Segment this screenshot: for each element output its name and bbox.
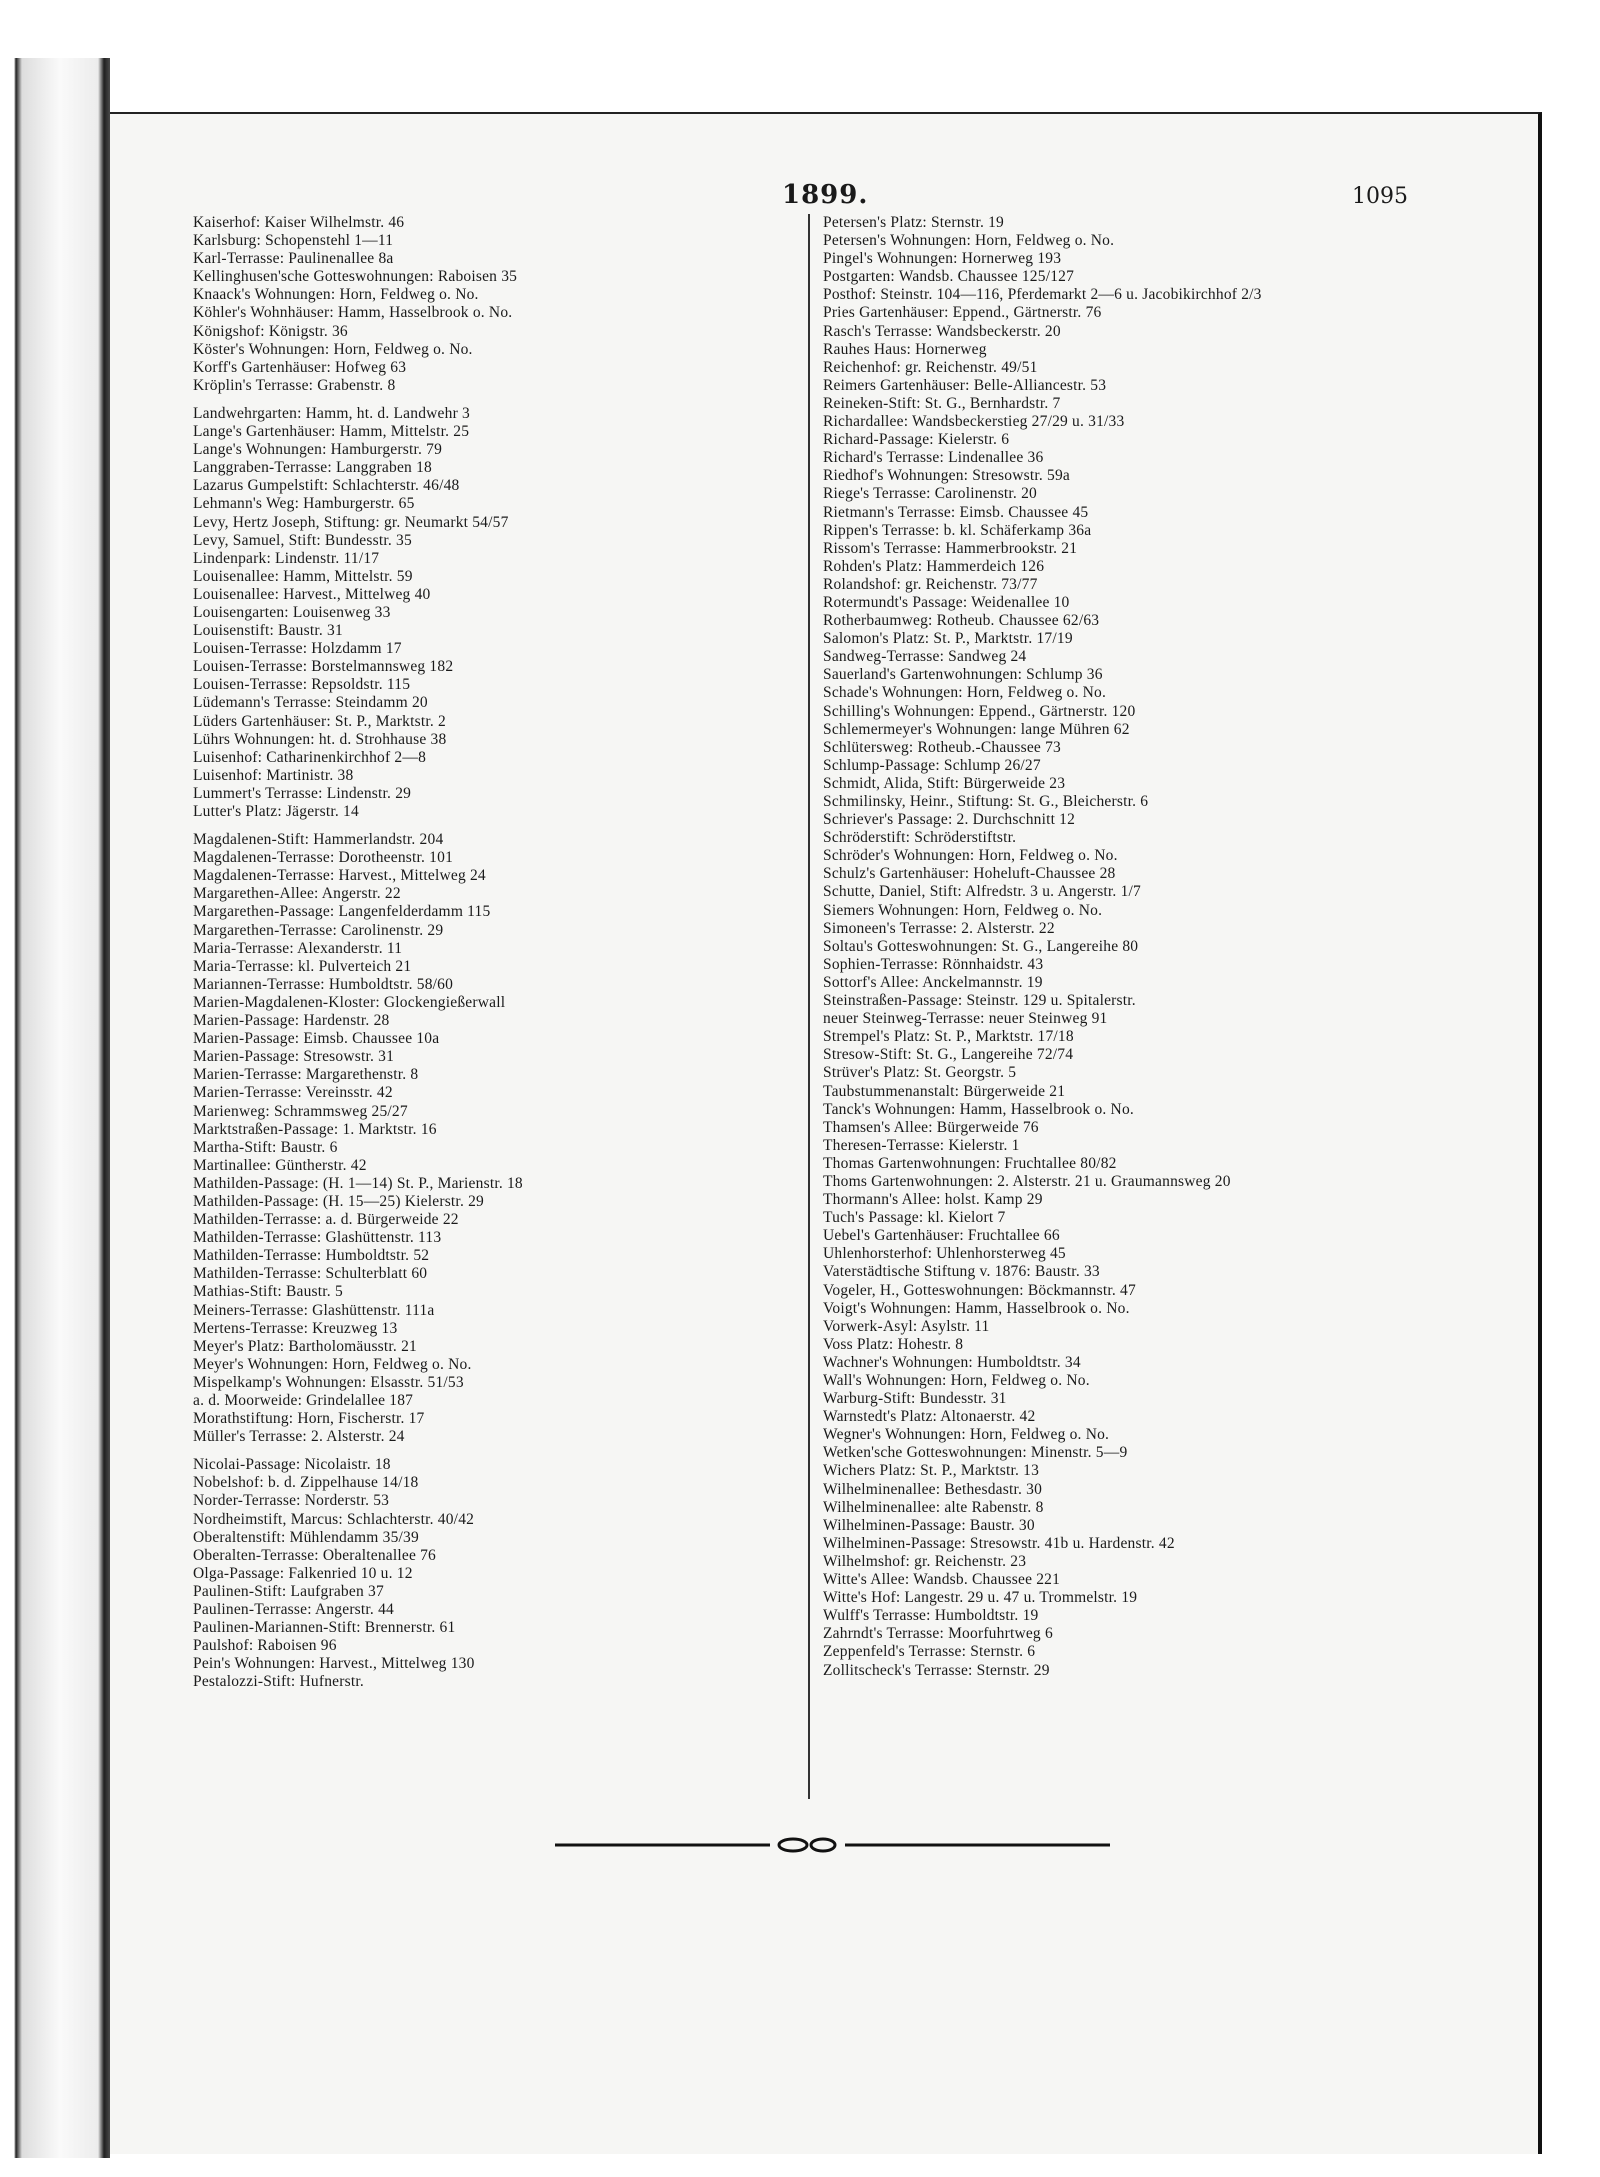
directory-entry: Louisenallee: Harvest., Mittelweg 40 bbox=[193, 585, 431, 603]
directory-entry: Marien-Passage: Eimsb. Chaussee 10a bbox=[193, 1030, 440, 1048]
directory-entry: Schlump-Passage: Schlump 26/27 bbox=[823, 756, 1041, 774]
directory-entry: Luisenhof: Martinistr. 38 bbox=[193, 766, 354, 784]
directory-entry: Margarethen-Passage: Langenfelderdamm 115 bbox=[193, 903, 491, 921]
directory-entry: Schröder's Wohnungen: Horn, Feldweg o. No. bbox=[823, 847, 1118, 865]
directory-entry: Strüver's Platz: St. Georgstr. 5 bbox=[823, 1064, 1017, 1082]
directory-entry: Marien-Passage: Hardenstr. 28 bbox=[193, 1012, 390, 1030]
page-year: 1899. bbox=[782, 180, 869, 210]
directory-entry: Thoms Gartenwohnungen: 2. Alsterstr. 21 u. Graumannsweg 20 bbox=[823, 1172, 1231, 1190]
directory-entry: Magdalenen-Terrasse: Dorotheenstr. 101 bbox=[193, 849, 454, 867]
directory-entry: Pein's Wohnungen: Harvest., Mittelweg 130 bbox=[193, 1655, 475, 1673]
directory-entry: Korff's Gartenhäuser: Hofweg 63 bbox=[193, 358, 407, 376]
directory-entry: Maria-Terrasse: Alexanderstr. 11 bbox=[193, 939, 403, 957]
directory-entry: Tanck's Wohnungen: Hamm, Hasselbrook o. No. bbox=[823, 1100, 1134, 1118]
directory-entry: Pestalozzi-Stift: Hufnerstr. bbox=[193, 1673, 364, 1691]
directory-entry: Magdalenen-Stift: Hammerlandstr. 204 bbox=[193, 831, 444, 849]
directory-entry: Paulinen-Terrasse: Angerstr. 44 bbox=[193, 1601, 394, 1619]
directory-entry: Paulinen-Stift: Laufgraben 37 bbox=[193, 1582, 384, 1600]
directory-entry: Müller's Terrasse: 2. Alsterstr. 24 bbox=[193, 1428, 405, 1446]
directory-entry: Vogeler, H., Gotteswohnungen: Böckmannstr. 47 bbox=[823, 1281, 1136, 1299]
directory-entry: Lindenpark: Lindenstr. 11/17 bbox=[193, 549, 380, 567]
directory-entry: Schmidt, Alida, Stift: Bürgerweide 23 bbox=[823, 774, 1066, 792]
directory-entry: Nobelshof: b. d. Zippelhause 14/18 bbox=[193, 1474, 419, 1492]
directory-entry: Petersen's Wohnungen: Horn, Feldweg o. No. bbox=[823, 232, 1115, 250]
directory-entry: Mariannen-Terrasse: Humboldtstr. 58/60 bbox=[193, 975, 454, 993]
directory-entry: Louisenallee: Hamm, Mittelstr. 59 bbox=[193, 567, 413, 585]
directory-entry: Morathstiftung: Horn, Fischerstr. 17 bbox=[193, 1410, 425, 1428]
directory-entry: Schulz's Gartenhäuser: Hoheluft-Chaussee 28 bbox=[823, 865, 1116, 883]
directory-entry: Meyer's Platz: Bartholomäusstr. 21 bbox=[193, 1337, 417, 1355]
directory-entry: Uebel's Gartenhäuser: Fruchtallee 66 bbox=[823, 1227, 1060, 1245]
directory-entry: Wilhelminen-Passage: Stresowstr. 41b u. Hardenstr. 42 bbox=[823, 1534, 1175, 1552]
directory-entry: Königshof: Königstr. 36 bbox=[193, 322, 348, 340]
directory-entry: Taubstummenanstalt: Bürgerweide 21 bbox=[823, 1082, 1066, 1100]
directory-entry: Margarethen-Terrasse: Carolinenstr. 29 bbox=[193, 921, 444, 939]
directory-entry: Margarethen-Allee: Angerstr. 22 bbox=[193, 885, 401, 903]
directory-entry: Pingel's Wohnungen: Hornerweg 193 bbox=[823, 250, 1062, 268]
directory-entry: Marienweg: Schrammsweg 25/27 bbox=[193, 1102, 408, 1120]
directory-entry: Rolandshof: gr. Reichenstr. 73/77 bbox=[823, 575, 1038, 593]
directory-entry: Vaterstädtische Stiftung v. 1876: Baustr. 33 bbox=[823, 1263, 1100, 1281]
directory-entry: Mathilden-Passage: (H. 15—25) Kielerstr. 29 bbox=[193, 1192, 484, 1210]
directory-entry: Richard's Terrasse: Lindenallee 36 bbox=[823, 449, 1044, 467]
directory-entry: Lüders Gartenhäuser: St. P., Marktstr. 2 bbox=[193, 712, 446, 730]
directory-entry: Lange's Wohnungen: Hamburgerstr. 79 bbox=[193, 441, 443, 459]
directory-entry: Postgarten: Wandsb. Chaussee 125/127 bbox=[823, 268, 1075, 286]
directory-entry: Uhlenhorsterhof: Uhlenhorsterweg 45 bbox=[823, 1245, 1066, 1263]
directory-entry: Reimers Gartenhäuser: Belle-Alliancestr. 53 bbox=[823, 376, 1107, 394]
directory-entry: Kellinghusen'sche Gotteswohnungen: Raboisen 35 bbox=[193, 268, 518, 286]
directory-entry: Paulshof: Raboisen 96 bbox=[193, 1637, 337, 1655]
directory-entry: Schade's Wohnungen: Horn, Feldweg o. No. bbox=[823, 684, 1107, 702]
left-column bbox=[193, 214, 813, 1692]
directory-entry: Schröderstift: Schröderstiftstr. bbox=[823, 829, 1017, 847]
directory-entry: Karl-Terrasse: Paulinenallee 8a bbox=[193, 250, 394, 268]
directory-entry: Landwehrgarten: Hamm, ht. d. Landwehr 3 bbox=[193, 404, 470, 422]
directory-entry: Lummert's Terrasse: Lindenstr. 29 bbox=[193, 784, 412, 802]
directory-entry: Rotherbaumweg: Rotheub. Chaussee 62/63 bbox=[823, 612, 1100, 630]
directory-entry: Steinstraßen-Passage: Steinstr. 129 u. Spitalerstr. bbox=[823, 992, 1136, 1010]
directory-entry: Salomon's Platz: St. P., Marktstr. 17/19 bbox=[823, 630, 1073, 648]
directory-entry: Witte's Allee: Wandsb. Chaussee 221 bbox=[823, 1571, 1061, 1589]
directory-entry: Nicolai-Passage: Nicolaistr. 18 bbox=[193, 1456, 391, 1474]
directory-entry: Knaack's Wohnungen: Horn, Feldweg o. No. bbox=[193, 286, 479, 304]
directory-entry: Rasch's Terrasse: Wandsbeckerstr. 20 bbox=[823, 322, 1061, 340]
directory-entry: Soltau's Gotteswohnungen: St. G., Langereihe 80 bbox=[823, 937, 1139, 955]
directory-entry: Lutter's Platz: Jägerstr. 14 bbox=[193, 803, 359, 820]
directory-entry: Lührs Wohnungen: ht. d. Strohhause 38 bbox=[193, 730, 447, 748]
directory-entry: Wilhelminenallee: Bethesdastr. 30 bbox=[823, 1480, 1043, 1498]
directory-entry: Kröplin's Terrasse: Grabenstr. 8 bbox=[193, 376, 396, 394]
directory-entry: Vorwerk-Asyl: Asylstr. 11 bbox=[823, 1317, 990, 1335]
directory-entry: Köhler's Wohnhäuser: Hamm, Hasselbrook o. No. bbox=[193, 304, 513, 322]
directory-entry: Thomas Gartenwohnungen: Fruchtallee 80/82 bbox=[823, 1154, 1117, 1172]
directory-entry: Schmilinsky, Heinr., Stiftung: St. G., Bleicherstr. 6 bbox=[823, 793, 1149, 810]
directory-entry: Reineken-Stift: St. G., Bernhardstr. 7 bbox=[823, 394, 1061, 412]
directory-entry: Wichers Platz: St. P., Marktstr. 13 bbox=[823, 1462, 1040, 1480]
directory-entry: Voigt's Wohnungen: Hamm, Hasselbrook o. No. bbox=[823, 1299, 1130, 1317]
directory-entry: Mertens-Terrasse: Kreuzweg 13 bbox=[193, 1319, 398, 1337]
directory-entry: Marien-Terrasse: Margarethenstr. 8 bbox=[193, 1066, 419, 1084]
section-gap bbox=[193, 395, 813, 405]
directory-entry: Rohden's Platz: Hammerdeich 126 bbox=[823, 557, 1045, 575]
directory-entry: Wilhelminenallee: alte Rabenstr. 8 bbox=[823, 1498, 1044, 1516]
directory-entry: Strempel's Platz: St. P., Marktstr. 17/18 bbox=[823, 1028, 1074, 1046]
directory-entry: Riege's Terrasse: Carolinenstr. 20 bbox=[823, 485, 1037, 503]
directory-entry: Posthof: Steinstr. 104—116, Pferdemarkt 2—6 u. Jacobikirchhof 2/3 bbox=[823, 286, 1262, 304]
directory-entry: Mathilden-Terrasse: Humboldtstr. 52 bbox=[193, 1247, 430, 1265]
directory-entry: Rippen's Terrasse: b. kl. Schäferkamp 36a bbox=[823, 521, 1092, 539]
directory-entry: Martha-Stift: Baustr. 6 bbox=[193, 1138, 338, 1156]
directory-entry: Theresen-Terrasse: Kielerstr. 1 bbox=[823, 1136, 1020, 1154]
section-gap bbox=[193, 1446, 813, 1456]
directory-entry: Wachner's Wohnungen: Humboldtstr. 34 bbox=[823, 1353, 1081, 1371]
directory-entry: Sottorf's Allee: Anckelmannstr. 19 bbox=[823, 973, 1043, 991]
directory-entry: Olga-Passage: Falkenried 10 u. 12 bbox=[193, 1564, 413, 1582]
directory-entry: Lüdemann's Terrasse: Steindamm 20 bbox=[193, 694, 428, 712]
directory-entry: Meyer's Wohnungen: Horn, Feldweg o. No. bbox=[193, 1355, 472, 1373]
directory-entry: Rotermundt's Passage: Weidenallee 10 bbox=[823, 593, 1070, 611]
directory-entry: Reichenhof: gr. Reichenstr. 49/51 bbox=[823, 358, 1038, 376]
directory-entry: Riedhof's Wohnungen: Stresowstr. 59a bbox=[823, 467, 1070, 485]
directory-entry: Levy, Samuel, Stift: Bundesstr. 35 bbox=[193, 531, 412, 549]
directory-entry: Wetken'sche Gotteswohnungen: Minenstr. 5—9 bbox=[823, 1444, 1128, 1462]
directory-entry: Tuch's Passage: kl. Kielort 7 bbox=[823, 1209, 1006, 1227]
directory-entry: Rauhes Haus: Hornerweg bbox=[823, 340, 987, 358]
directory-entry: Thamsen's Allee: Bürgerweide 76 bbox=[823, 1118, 1039, 1136]
directory-entry: Wegner's Wohnungen: Horn, Feldweg o. No. bbox=[823, 1426, 1110, 1444]
directory-entry: Sophien-Terrasse: Rönnhaidstr. 43 bbox=[823, 955, 1044, 973]
directory-entry: Siemers Wohnungen: Horn, Feldweg o. No. bbox=[823, 901, 1103, 919]
directory-entry: Schilling's Wohnungen: Eppend., Gärtnerstr. 120 bbox=[823, 702, 1136, 720]
directory-entry: Mathilden-Terrasse: Schulterblatt 60 bbox=[193, 1265, 428, 1283]
directory-entry: Nordheimstift, Marcus: Schlachterstr. 40/42 bbox=[193, 1510, 475, 1528]
left-page-edge bbox=[0, 58, 110, 2158]
directory-entry: Louisengarten: Louisenweg 33 bbox=[193, 603, 391, 621]
directory-entry: Langgraben-Terrasse: Langgraben 18 bbox=[193, 459, 432, 477]
directory-entry: Stresow-Stift: St. G., Langereihe 72/74 bbox=[823, 1046, 1074, 1064]
directory-entry: Rissom's Terrasse: Hammerbrookstr. 21 bbox=[823, 539, 1078, 557]
directory-entry: Warburg-Stift: Bundesstr. 31 bbox=[823, 1390, 1007, 1408]
directory-entry: Marien-Terrasse: Vereinsstr. 42 bbox=[193, 1084, 393, 1102]
directory-entry: Kaiserhof: Kaiser Wilhelmstr. 46 bbox=[193, 214, 405, 231]
page-number: 1095 bbox=[1352, 184, 1408, 209]
directory-entry: Luisenhof: Catharinenkirchhof 2—8 bbox=[193, 748, 427, 766]
directory-entry: Maria-Terrasse: kl. Pulverteich 21 bbox=[193, 957, 412, 975]
directory-entry: Magdalenen-Terrasse: Harvest., Mittelweg 24 bbox=[193, 867, 486, 885]
directory-entry: Martinallee: Güntherstr. 42 bbox=[193, 1156, 367, 1174]
directory-entry: Levy, Hertz Joseph, Stiftung: gr. Neumarkt 54/57 bbox=[193, 513, 509, 531]
directory-entry: Marien-Magdalenen-Kloster: Glockengießerwall bbox=[193, 993, 506, 1011]
directory-entry: Wilhelmshof: gr. Reichenstr. 23 bbox=[823, 1552, 1027, 1570]
directory-entry: Voss Platz: Hohestr. 8 bbox=[823, 1335, 964, 1353]
directory-entry: Meiners-Terrasse: Glashüttenstr. 111a bbox=[193, 1301, 435, 1319]
directory-entry: Schlemermeyer's Wohnungen: lange Mühren 62 bbox=[823, 720, 1130, 738]
directory-entry: Mathias-Stift: Baustr. 5 bbox=[193, 1283, 343, 1301]
directory-entry: Lehmann's Weg: Hamburgerstr. 65 bbox=[193, 495, 415, 513]
directory-entry: Norder-Terrasse: Norderstr. 53 bbox=[193, 1492, 390, 1510]
right-column bbox=[823, 214, 1443, 1680]
directory-entry: Richard-Passage: Kielerstr. 6 bbox=[823, 431, 1010, 449]
directory-entry: Schriever's Passage: 2. Durchschnitt 12 bbox=[823, 811, 1076, 829]
directory-entry: Wulff's Terrasse: Humboldtstr. 19 bbox=[823, 1607, 1039, 1625]
directory-entry: Lange's Gartenhäuser: Hamm, Mittelstr. 25 bbox=[193, 423, 470, 441]
directory-entry: Louisen-Terrasse: Borstelmannsweg 182 bbox=[193, 658, 454, 676]
directory-entry: Schlütersweg: Rotheub.-Chaussee 73 bbox=[823, 738, 1061, 756]
directory-entry: Paulinen-Mariannen-Stift: Brennerstr. 61 bbox=[193, 1619, 456, 1637]
directory-entry: Pries Gartenhäuser: Eppend., Gärtnerstr. 76 bbox=[823, 304, 1102, 322]
directory-entry: Simoneen's Terrasse: 2. Alsterstr. 22 bbox=[823, 919, 1055, 937]
directory-entry: Schutte, Daniel, Stift: Alfredstr. 3 u. Angerstr. 1/7 bbox=[823, 883, 1141, 901]
directory-entry: Lazarus Gumpelstift: Schlachterstr. 46/48 bbox=[193, 477, 460, 495]
directory-entry: Thormann's Allee: holst. Kamp 29 bbox=[823, 1191, 1043, 1209]
directory-entry: Rietmann's Terrasse: Eimsb. Chaussee 45 bbox=[823, 503, 1089, 521]
end-ornament bbox=[555, 1835, 1110, 1855]
directory-entry: Marien-Passage: Stresowstr. 31 bbox=[193, 1048, 395, 1066]
directory-entry: Mathilden-Terrasse: a. d. Bürgerweide 22 bbox=[193, 1211, 459, 1229]
directory-entry: Sauerland's Gartenwohnungen: Schlump 36 bbox=[823, 666, 1103, 684]
directory-entry: Louisenstift: Baustr. 31 bbox=[193, 622, 343, 640]
directory-entry: Witte's Hof: Langestr. 29 u. 47 u. Trommelstr. 19 bbox=[823, 1589, 1138, 1607]
directory-entry: Sandweg-Terrasse: Sandweg 24 bbox=[823, 648, 1027, 666]
directory-entry: Richardallee: Wandsbeckerstieg 27/29 u. 31/33 bbox=[823, 413, 1125, 431]
directory-entry: Wilhelminen-Passage: Baustr. 30 bbox=[823, 1516, 1035, 1534]
directory-entry: Karlsburg: Schopenstehl 1—11 bbox=[193, 232, 394, 250]
directory-entry: Louisen-Terrasse: Repsoldstr. 115 bbox=[193, 676, 411, 694]
directory-entry: Zollitscheck's Terrasse: Sternstr. 29 bbox=[823, 1661, 1050, 1679]
directory-entry: Petersen's Platz: Sternstr. 19 bbox=[823, 214, 1004, 231]
directory-entry: Zahrndt's Terrasse: Moorfuhrtweg 6 bbox=[823, 1625, 1053, 1643]
directory-entry: Mathilden-Passage: (H. 1—14) St. P., Marienstr. 18 bbox=[193, 1174, 523, 1192]
directory-entry: Oberaltenstift: Mühlendamm 35/39 bbox=[193, 1528, 419, 1546]
directory-entry: neuer Steinweg-Terrasse: neuer Steinweg 91 bbox=[823, 1010, 1108, 1028]
directory-entry: Warnstedt's Platz: Altonaerstr. 42 bbox=[823, 1408, 1036, 1426]
section-gap bbox=[193, 821, 813, 831]
directory-entry: a. d. Moorweide: Grindelallee 187 bbox=[193, 1392, 414, 1409]
directory-entry: Marktstraßen-Passage: 1. Marktstr. 16 bbox=[193, 1120, 437, 1138]
directory-entry: Mispelkamp's Wohnungen: Elsasstr. 51/53 bbox=[193, 1373, 464, 1391]
directory-entry: Köster's Wohnungen: Horn, Feldweg o. No. bbox=[193, 340, 473, 358]
directory-entry: Oberalten-Terrasse: Oberaltenallee 76 bbox=[193, 1546, 436, 1564]
directory-entry: Mathilden-Terrasse: Glashüttenstr. 113 bbox=[193, 1229, 442, 1247]
directory-entry: Wall's Wohnungen: Horn, Feldweg o. No. bbox=[823, 1372, 1090, 1389]
directory-entry: Louisen-Terrasse: Holzdamm 17 bbox=[193, 640, 402, 658]
directory-entry: Zeppenfeld's Terrasse: Sternstr. 6 bbox=[823, 1643, 1036, 1661]
